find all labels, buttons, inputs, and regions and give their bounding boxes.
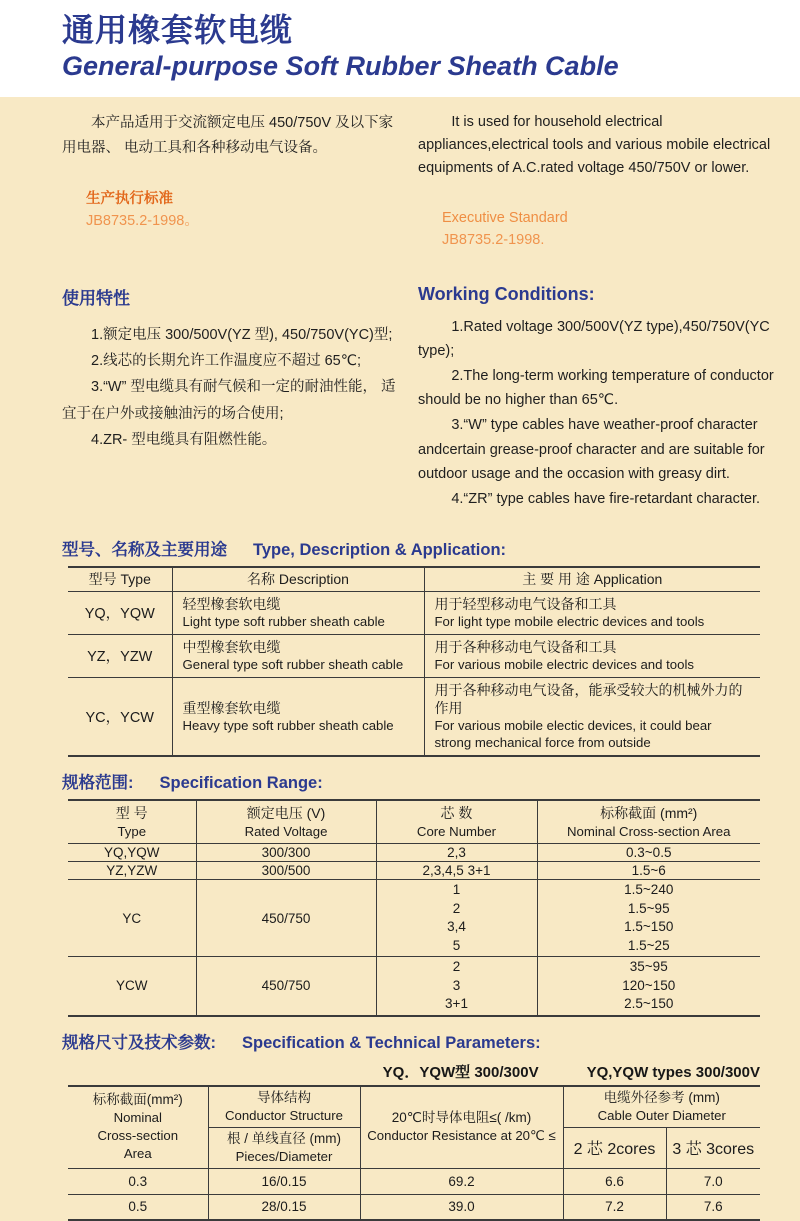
- header-zh: 电缆外径参考 (mm): [603, 1089, 720, 1105]
- standard-label-zh: 生产执行标准: [86, 190, 173, 207]
- table-subtitle-zh: YQ．YQW型 300/300V: [382, 1063, 539, 1081]
- header-zh: 型 号: [115, 805, 148, 822]
- header-en: Conductor Resistance at 20℃ ≤: [367, 1128, 556, 1144]
- application-zh: 用于各种移动电气设备和工具: [434, 639, 617, 656]
- application-en: For various mobile electic devices, it could bear strong mechanical force from outside: [434, 718, 712, 751]
- section-heading-en: Specification & Technical Parameters:: [242, 1033, 541, 1052]
- cores-line: 2: [452, 900, 461, 916]
- type-description-table: [68, 566, 760, 758]
- intro-column-zh: [62, 111, 406, 252]
- spec-params-heading: [62, 1029, 774, 1053]
- cores-line: 5: [452, 937, 461, 953]
- application-zh: 用于轻型移动电气设备和工具: [434, 596, 617, 613]
- cell-2cores: 7.2: [563, 1194, 666, 1220]
- feature-item: 1.额定电压 300/500V(YZ 型), 450/750V(YC)型;: [91, 326, 393, 343]
- cores-line: 2: [452, 959, 461, 975]
- cell-nominal-area: 0.3: [68, 1168, 208, 1194]
- cell-type: YQ，YQW: [68, 592, 172, 635]
- table-row: [68, 957, 760, 1016]
- header-zh: 根 / 单线直径 (mm): [227, 1130, 341, 1146]
- page-title-en: General-purpose Soft Rubber Sheath Cable: [62, 50, 619, 81]
- header-en: Area: [123, 1146, 152, 1162]
- spec-range-table: [68, 799, 760, 1017]
- table-header-row: [68, 567, 760, 592]
- section-heading-zh: 规格范围:: [62, 774, 134, 793]
- section-line: 120~150: [622, 977, 676, 993]
- cell-section: 1.5~6: [537, 862, 760, 880]
- intro-section: [62, 111, 774, 252]
- cell-voltage: 450/750: [196, 957, 376, 1016]
- header-en: Cross-section: [97, 1128, 179, 1144]
- cell-cores: [376, 880, 537, 957]
- cell-2cores: 6.6: [563, 1168, 666, 1194]
- document-header: [0, 0, 800, 97]
- section-line: 1.5~25: [627, 937, 670, 953]
- cell-voltage: 300/300: [196, 844, 376, 862]
- table-header-row: [68, 1086, 760, 1128]
- cell-conductor-structure: 28/0.15: [208, 1194, 360, 1220]
- intro-paragraph-en: It is used for household electrical appliances,electrical tools and various mobile electrical equipments of A.C.rated voltage 450/750V or lower.: [418, 114, 771, 177]
- feature-item: 2.线芯的长期允许工作温度应不超过 65℃;: [91, 352, 362, 369]
- table-row: [68, 1194, 760, 1220]
- section-heading-en: Specification Range:: [159, 774, 323, 793]
- cell-description: [172, 678, 424, 757]
- column-header-3cores: 3 芯 3cores: [666, 1127, 760, 1168]
- header-en: Nominal: [113, 1110, 162, 1126]
- column-header: [196, 800, 376, 844]
- cores-line: 3+1: [445, 996, 468, 1012]
- table-row: [68, 862, 760, 880]
- cell-type: YZ,YZW: [68, 862, 196, 880]
- feature-item: 2.The long-term working temperature of conductor should be no higher than 65℃.: [418, 367, 774, 409]
- description-en: Heavy type soft rubber sheath cable: [182, 717, 394, 733]
- feature-item: 4.“ZR” type cables have fire-retardant character.: [451, 490, 761, 507]
- spec-range-heading: [62, 769, 774, 793]
- column-header: [376, 800, 537, 844]
- cell-application: [424, 635, 760, 678]
- section-heading-zh: 规格尺寸及技术参数:: [62, 1033, 216, 1052]
- features-section: [62, 284, 774, 512]
- cell-cores: [376, 957, 537, 1016]
- header-zh: 标称截面(mm²): [92, 1092, 183, 1108]
- table-row: [68, 1168, 760, 1194]
- section-line: 1.5~150: [624, 919, 674, 935]
- type-table-heading: [62, 536, 774, 560]
- feature-item: 4.ZR- 型电缆具有阻燃性能。: [91, 432, 277, 448]
- feature-item: 1.Rated voltage 300/500V(YZ type),450/750V(YC type);: [418, 318, 770, 360]
- cell-nominal-area: 0.5: [68, 1194, 208, 1220]
- column-header-pieces-diameter: [208, 1127, 360, 1168]
- standard-label-en: Executive Standard: [442, 209, 568, 226]
- cell-type: YC: [68, 880, 196, 957]
- cell-section: [537, 880, 760, 957]
- page-title-zh: 通用橡套软电缆: [62, 12, 294, 48]
- description-zh: 中型橡套软电缆: [182, 639, 281, 656]
- features-column-en: [418, 284, 774, 512]
- column-header-outer-diameter: [563, 1086, 760, 1128]
- cores-line: 1: [452, 882, 461, 898]
- spec-range-section: [62, 769, 774, 1017]
- table-row: [68, 635, 760, 678]
- cell-description: [172, 635, 424, 678]
- cell-resistance: 39.0: [360, 1194, 563, 1220]
- section-line: 35~95: [629, 959, 668, 975]
- column-header: [68, 800, 196, 844]
- executive-standard-en: [418, 207, 774, 252]
- section-heading-zh: 型号、名称及主要用途: [62, 540, 227, 559]
- application-zh: 用于各种移动电气设备，能承受较大的机械外力的作用: [434, 682, 743, 717]
- cell-cores: 2,3,4,5 3+1: [376, 862, 537, 880]
- cores-line: 3,4: [447, 919, 466, 935]
- section-line: 1.5~95: [627, 900, 670, 916]
- header-zh: 芯 数: [440, 805, 473, 822]
- column-header: 型号 Type: [68, 567, 172, 592]
- features-column-zh: [62, 284, 406, 512]
- spec-params-table: [68, 1085, 760, 1221]
- application-en: For various mobile electric devices and tools: [434, 657, 694, 673]
- cell-type: YQ,YQW: [68, 844, 196, 862]
- cell-type: YCW: [68, 957, 196, 1016]
- document-body: [0, 97, 800, 1221]
- cell-voltage: 450/750: [196, 880, 376, 957]
- section-line: 2.5~150: [624, 996, 674, 1012]
- cell-resistance: 69.2: [360, 1168, 563, 1194]
- header-en: Cable Outer Diameter: [597, 1107, 726, 1123]
- cell-application: [424, 678, 760, 757]
- header-zh: 导体结构: [257, 1089, 311, 1105]
- table-row: [68, 880, 760, 957]
- features-heading-en: Working Conditions:: [418, 283, 595, 304]
- section-heading-en: Type, Description & Application:: [253, 540, 507, 559]
- description-en: General type soft rubber sheath cable: [182, 657, 404, 673]
- header-en: Conductor Structure: [224, 1107, 343, 1123]
- column-header-nominal-area: [68, 1086, 208, 1169]
- section-line: 1.5~240: [624, 882, 674, 898]
- cell-type: YC，YCW: [68, 678, 172, 757]
- table-row: [68, 678, 760, 757]
- application-en: For light type mobile electric devices and tools: [434, 614, 705, 630]
- cell-conductor-structure: 16/0.15: [208, 1168, 360, 1194]
- header-en: Rated Voltage: [244, 824, 328, 840]
- header-en: Core Number: [416, 824, 497, 840]
- column-header-conductor-structure: [208, 1086, 360, 1128]
- cell-voltage: 300/500: [196, 862, 376, 880]
- table-header-row: [68, 800, 760, 844]
- cell-type: YZ，YZW: [68, 635, 172, 678]
- features-heading-zh: 使用特性: [62, 288, 130, 308]
- feature-item: 3.“W” 型电缆具有耐气候和一定的耐油性能， 适宜于在户外或接触油污的场合使用;: [62, 379, 396, 422]
- intro-column-en: [418, 111, 774, 252]
- column-header-resistance: [360, 1086, 563, 1169]
- cell-3cores: 7.0: [666, 1168, 760, 1194]
- header-en: Type: [117, 824, 147, 840]
- column-header: [537, 800, 760, 844]
- standard-value-en: JB8735.2-1998.: [442, 232, 545, 249]
- header-en: Nominal Cross-section Area: [567, 824, 731, 840]
- header-zh: 标称截面 (mm²): [600, 805, 698, 822]
- column-header: 名称 Description: [172, 567, 424, 592]
- table-row: [68, 844, 760, 862]
- executive-standard-zh: [62, 188, 406, 233]
- intro-paragraph-zh: 本产品适用于交流额定电压 450/750V 及以下家用电器、 电动工具和各种移动电气设备。: [62, 115, 394, 157]
- header-zh: 额定电压 (V): [246, 805, 326, 822]
- cell-application: [424, 592, 760, 635]
- table-subtitle-en: YQ,YQW types 300/300V: [586, 1063, 760, 1081]
- cell-description: [172, 592, 424, 635]
- cell-cores: 2,3: [376, 844, 537, 862]
- table-subtitle: [68, 1061, 760, 1082]
- table-row: [68, 592, 760, 635]
- column-header: 主 要 用 途 Application: [424, 567, 760, 592]
- spec-params-section: [62, 1029, 774, 1221]
- column-header-2cores: 2 芯 2cores: [563, 1127, 666, 1168]
- header-zh: 20℃时导体电阻≤( /km): [391, 1110, 532, 1126]
- cell-3cores: 7.6: [666, 1194, 760, 1220]
- feature-item: 3.“W” type cables have weather-proof character andcertain grease-proof character and are suitable for outdoor usage and the occasion with greasy dirt.: [418, 417, 765, 483]
- description-zh: 轻型橡套软电缆: [182, 596, 281, 613]
- description-en: Light type soft rubber sheath cable: [182, 614, 385, 630]
- cell-section: [537, 957, 760, 1016]
- standard-value-zh: JB8735.2-1998。: [86, 213, 199, 230]
- description-zh: 重型橡套软电缆: [182, 699, 281, 716]
- type-table-section: [62, 536, 774, 758]
- cores-line: 3: [452, 977, 461, 993]
- header-en: Pieces/Diameter: [235, 1148, 333, 1164]
- cell-section: 0.3~0.5: [537, 844, 760, 862]
